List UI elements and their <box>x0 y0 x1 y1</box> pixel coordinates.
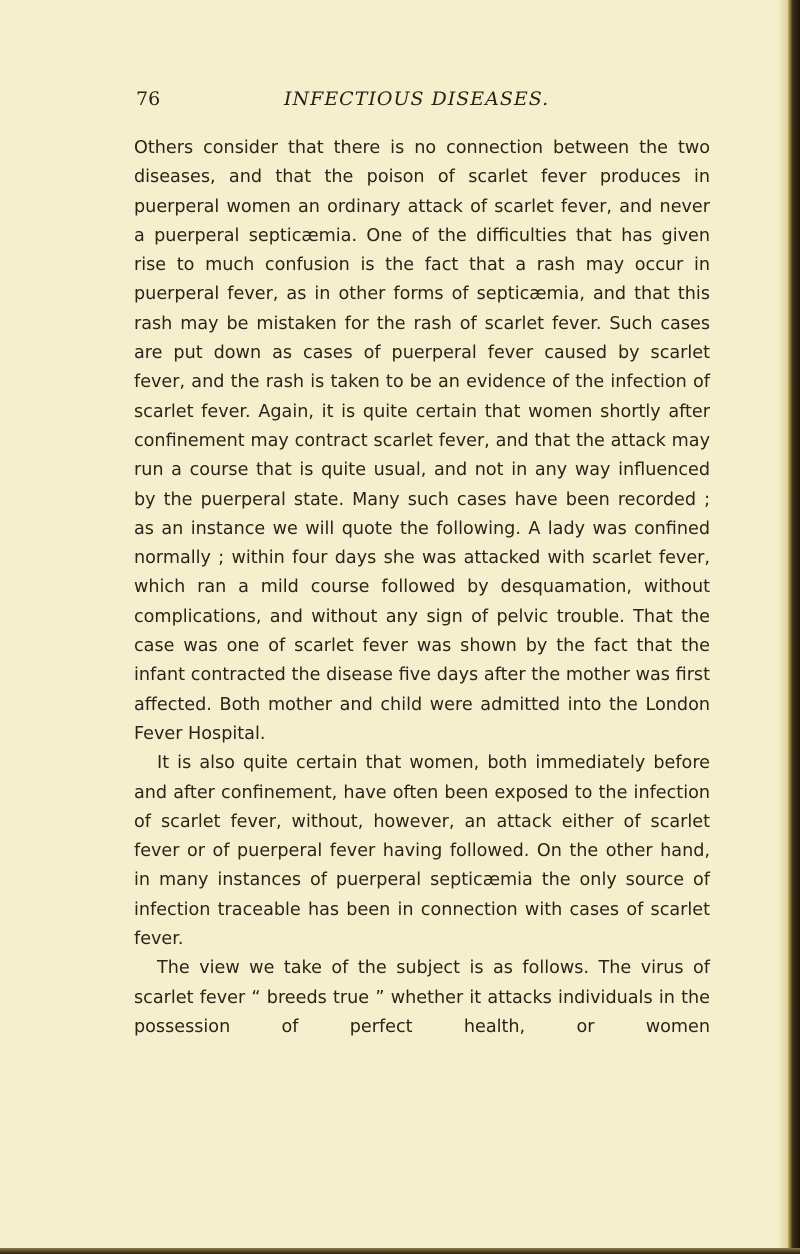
running-title: INFECTIOUS DISEASES. <box>284 88 550 110</box>
page-bottom-edge <box>0 1248 800 1254</box>
paragraph: The view we take of the subject is as follows. The virus of scarlet fever “ breeds true ” whether it attacks individuals in the possession of perfect health, or women <box>134 958 710 1037</box>
page-header <box>132 88 710 114</box>
spine-shadow <box>778 0 788 1254</box>
page-number: 76 <box>136 88 161 110</box>
book-spine <box>788 0 800 1254</box>
body-text <box>134 134 710 1042</box>
paragraph: Others consider that there is no connection between the two diseases, and that the poison of scarlet fever produces in puerperal women an ordinary attack of scarlet fever, and never a puerperal septicæmia. One of the difficulties that has given rise to much confusion is the fact that a rash may occur in puerperal fever, as in other forms of septicæmia, and that this rash may be mistaken for the rash of scarlet fever. Such cases are put down as cases of puerperal fever caused by scarlet fever, and the rash is taken to be an evidence of the infection of scarlet fever. Again, it is quite certain that women shortly after confinement may contract scarlet fever, and that the attack may run a course that is quite usual, and not in any way influenced by the puerperal state. Many such cases have been recorded ; as an instance we will quote the following. A lady was confined normally ; within four days she was attacked with scarlet fever, which ran a mild course followed by desquamation, without complications, and without any sign of pelvic trouble. That the case was one of scarlet fever was shown by the fact that the infant contracted the disease five days after the mother was first affected. Both mother and child were admitted into the London Fever Hospital. <box>134 138 710 744</box>
paragraph: It is also quite certain that women, both immediately before and after confinement, have often been exposed to the infection of scarlet fever, without, however, an attack either of scarlet fever or of puerperal fever having followed. On the other hand, in many instances of puerperal septicæmia the only source of infection traceable has been in connection with cases of scarlet fever. <box>134 753 710 950</box>
